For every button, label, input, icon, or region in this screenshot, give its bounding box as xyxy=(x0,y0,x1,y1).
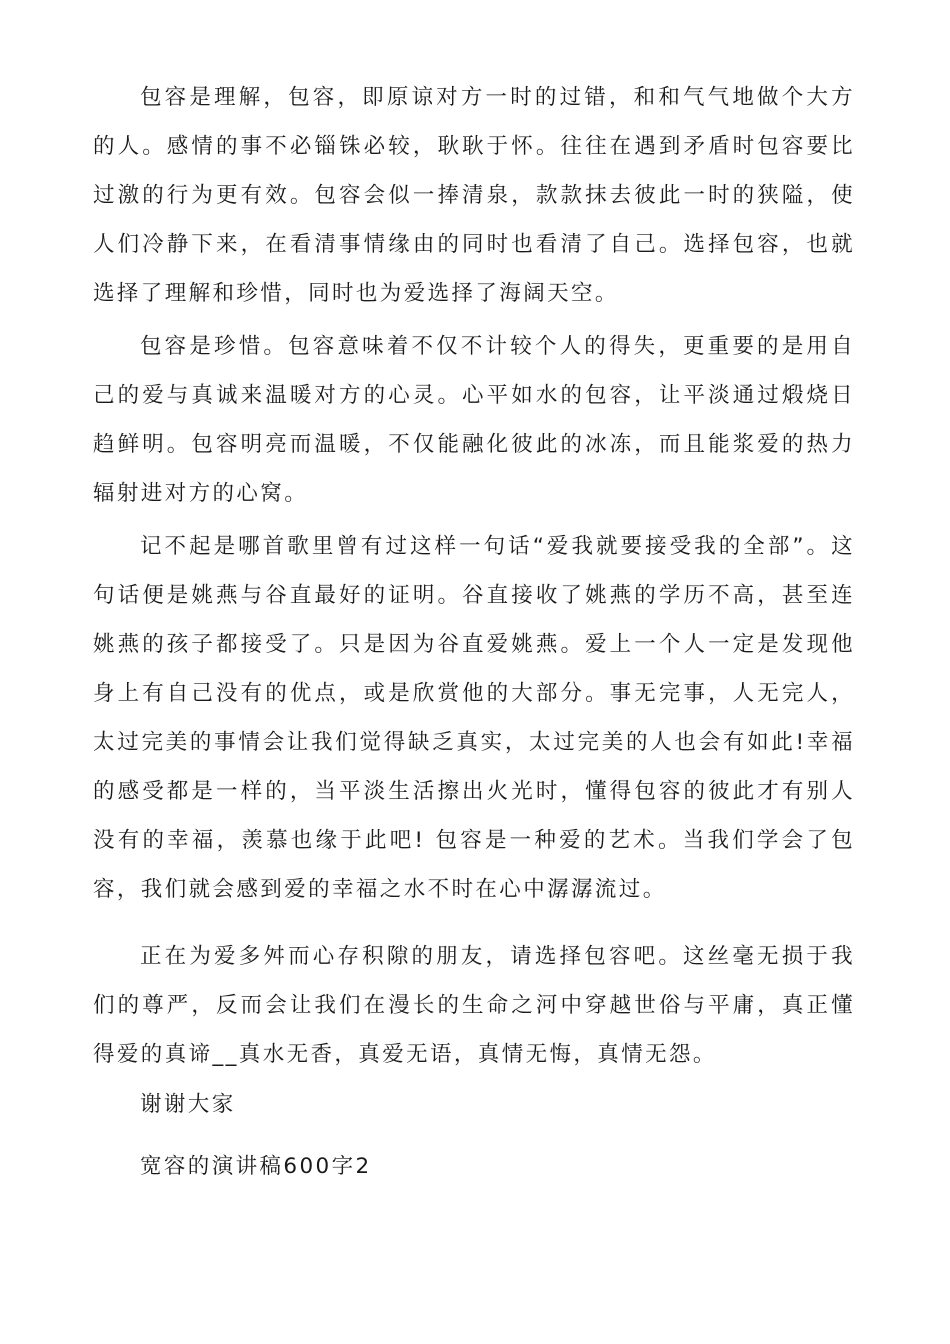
closing-thanks: 谢谢大家 xyxy=(140,1092,236,1117)
paragraph-cherish: 包容是珍惜。包容意味着不仅不计较个人的得失，更重要的是用自己的爱与真诚来温暖对方的心灵。心平如水的包容，让平淡通过煅烧日趋鲜明。包容明亮而温暖，不仅能融化彼此的冰冻，而且能浆爱的热力辐射进对方的心窝。 xyxy=(93,334,855,506)
next-section-title: 宽容的演讲稿600字2 xyxy=(140,1154,372,1179)
paragraph-understanding: 包容是理解，包容，即原谅对方一时的过错，和和气气地做个大方的人。感情的事不必锱铢必较，耿耿于怀。往往在遇到矛盾时包容要比过激的行为更有效。包容会似一捧清泉，款款抹去彼此一时的狭隘，使人们冷静下来，在看清事情缘由的同时也看清了自己。选择包容，也就选择了理解和珍惜，同时也为爱选择了海阔天空。 xyxy=(93,85,855,306)
paragraph-song-story: 记不起是哪首歌里曾有过这样一句话“爱我就要接受我的全部”。这句话便是姚燕与谷直最好的证明。谷直接收了姚燕的学历不高，甚至连姚燕的孩子都接受了。只是因为谷直爱姚燕。爱上一个人一定是发现他身上有自己没有的优点，或是欣赏他的大部分。事无完事，人无完人，太过完美的事情会让我们觉得缺乏真实，太过完美的人也会有如此!幸福的感受都是一样的，当平淡生活擦出火光时，懂得包容的彼此才有别人没有的幸福，羡慕也缘于此吧! 包容是一种爱的艺术。当我们学会了包容，我们就会感到爱的幸福之水不时在心中潺潺流过。 xyxy=(93,534,855,902)
paragraph-conclusion: 正在为爱多舛而心存积隙的朋友，请选择包容吧。这丝毫无损于我们的尊严，反而会让我们在漫长的生命之河中穿越世俗与平庸，真正懂得爱的真谛__真水无香，真爱无语，真情无悔，真情无怨。 xyxy=(93,944,855,1067)
